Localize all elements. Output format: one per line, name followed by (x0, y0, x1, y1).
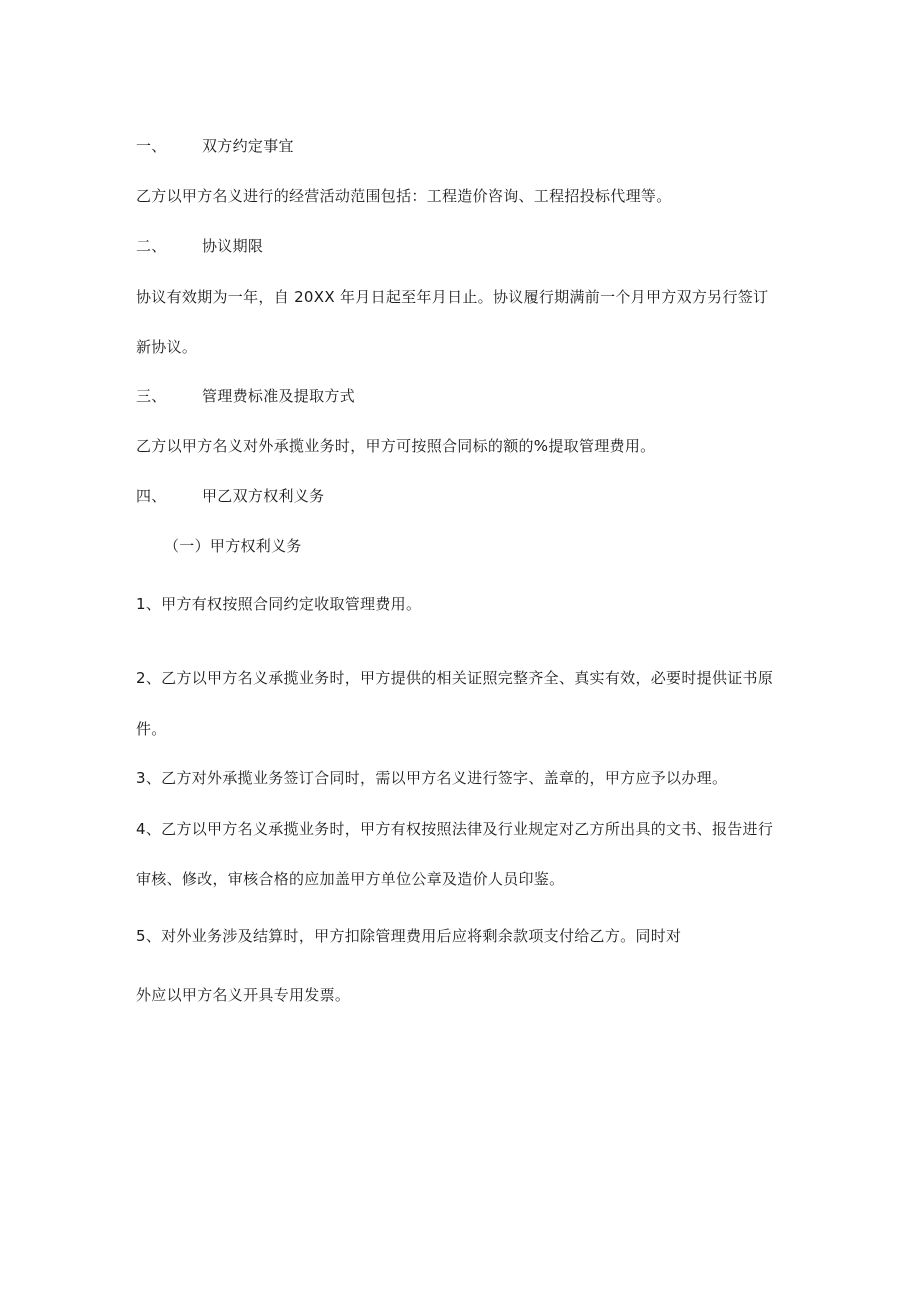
section-title: 甲乙双方权利义务 (202, 487, 325, 505)
list-item-continuation: 件。 (136, 720, 167, 738)
section-number: 二、 (136, 237, 167, 255)
section-number: 三、 (136, 387, 167, 405)
section-number: 一、 (136, 137, 167, 155)
list-item: 1、甲方有权按照合同约定收取管理费用。 (136, 595, 422, 613)
subsection-heading: （一）甲方权利义务 (164, 537, 302, 555)
list-item: 3、乙方对外承揽业务签订合同时，需以甲方名义进行签字、盖章的，甲方应予以办理。 (136, 769, 728, 787)
section-number: 四、 (136, 487, 167, 505)
section-title: 协议期限 (202, 237, 264, 255)
list-item: 2、乙方以甲方名义承揽业务时，甲方提供的相关证照完整齐全、真实有效，必要时提供证书原 (136, 669, 774, 687)
fee-paragraph: 乙方以甲方名义对外承揽业务时，甲方可按照合同标的额的%提取管理费用。 (136, 437, 656, 455)
scope-paragraph: 乙方以甲方名义进行的经营活动范围包括：工程造价咨询、工程招投标代理等。 (136, 187, 672, 205)
term-paragraph-line: 协议有效期为一年，自 20XX 年月日起至年月日止。协议履行期满前一个月甲方双方另行签订 (136, 288, 769, 306)
section-heading-1 (136, 136, 294, 156)
list-item-continuation: 审核、修改，审核合格的应加盖甲方单位公章及造价人员印鉴。 (136, 870, 565, 888)
section-heading-2 (136, 236, 263, 256)
section-title: 双方约定事宜 (202, 137, 294, 155)
section-title: 管理费标准及提取方式 (202, 387, 356, 405)
list-item-continuation: 外应以甲方名义开具专用发票。 (136, 986, 351, 1004)
list-item: 5、对外业务涉及结算时，甲方扣除管理费用后应将剩余款项支付给乙方。同时对 (136, 927, 682, 945)
list-item: 4、乙方以甲方名义承揽业务时，甲方有权按照法律及行业规定对乙方所出具的文书、报告进行 (136, 820, 774, 838)
section-heading-3 (136, 386, 355, 406)
term-paragraph-line: 新协议。 (136, 338, 198, 356)
section-heading-4 (136, 486, 324, 506)
